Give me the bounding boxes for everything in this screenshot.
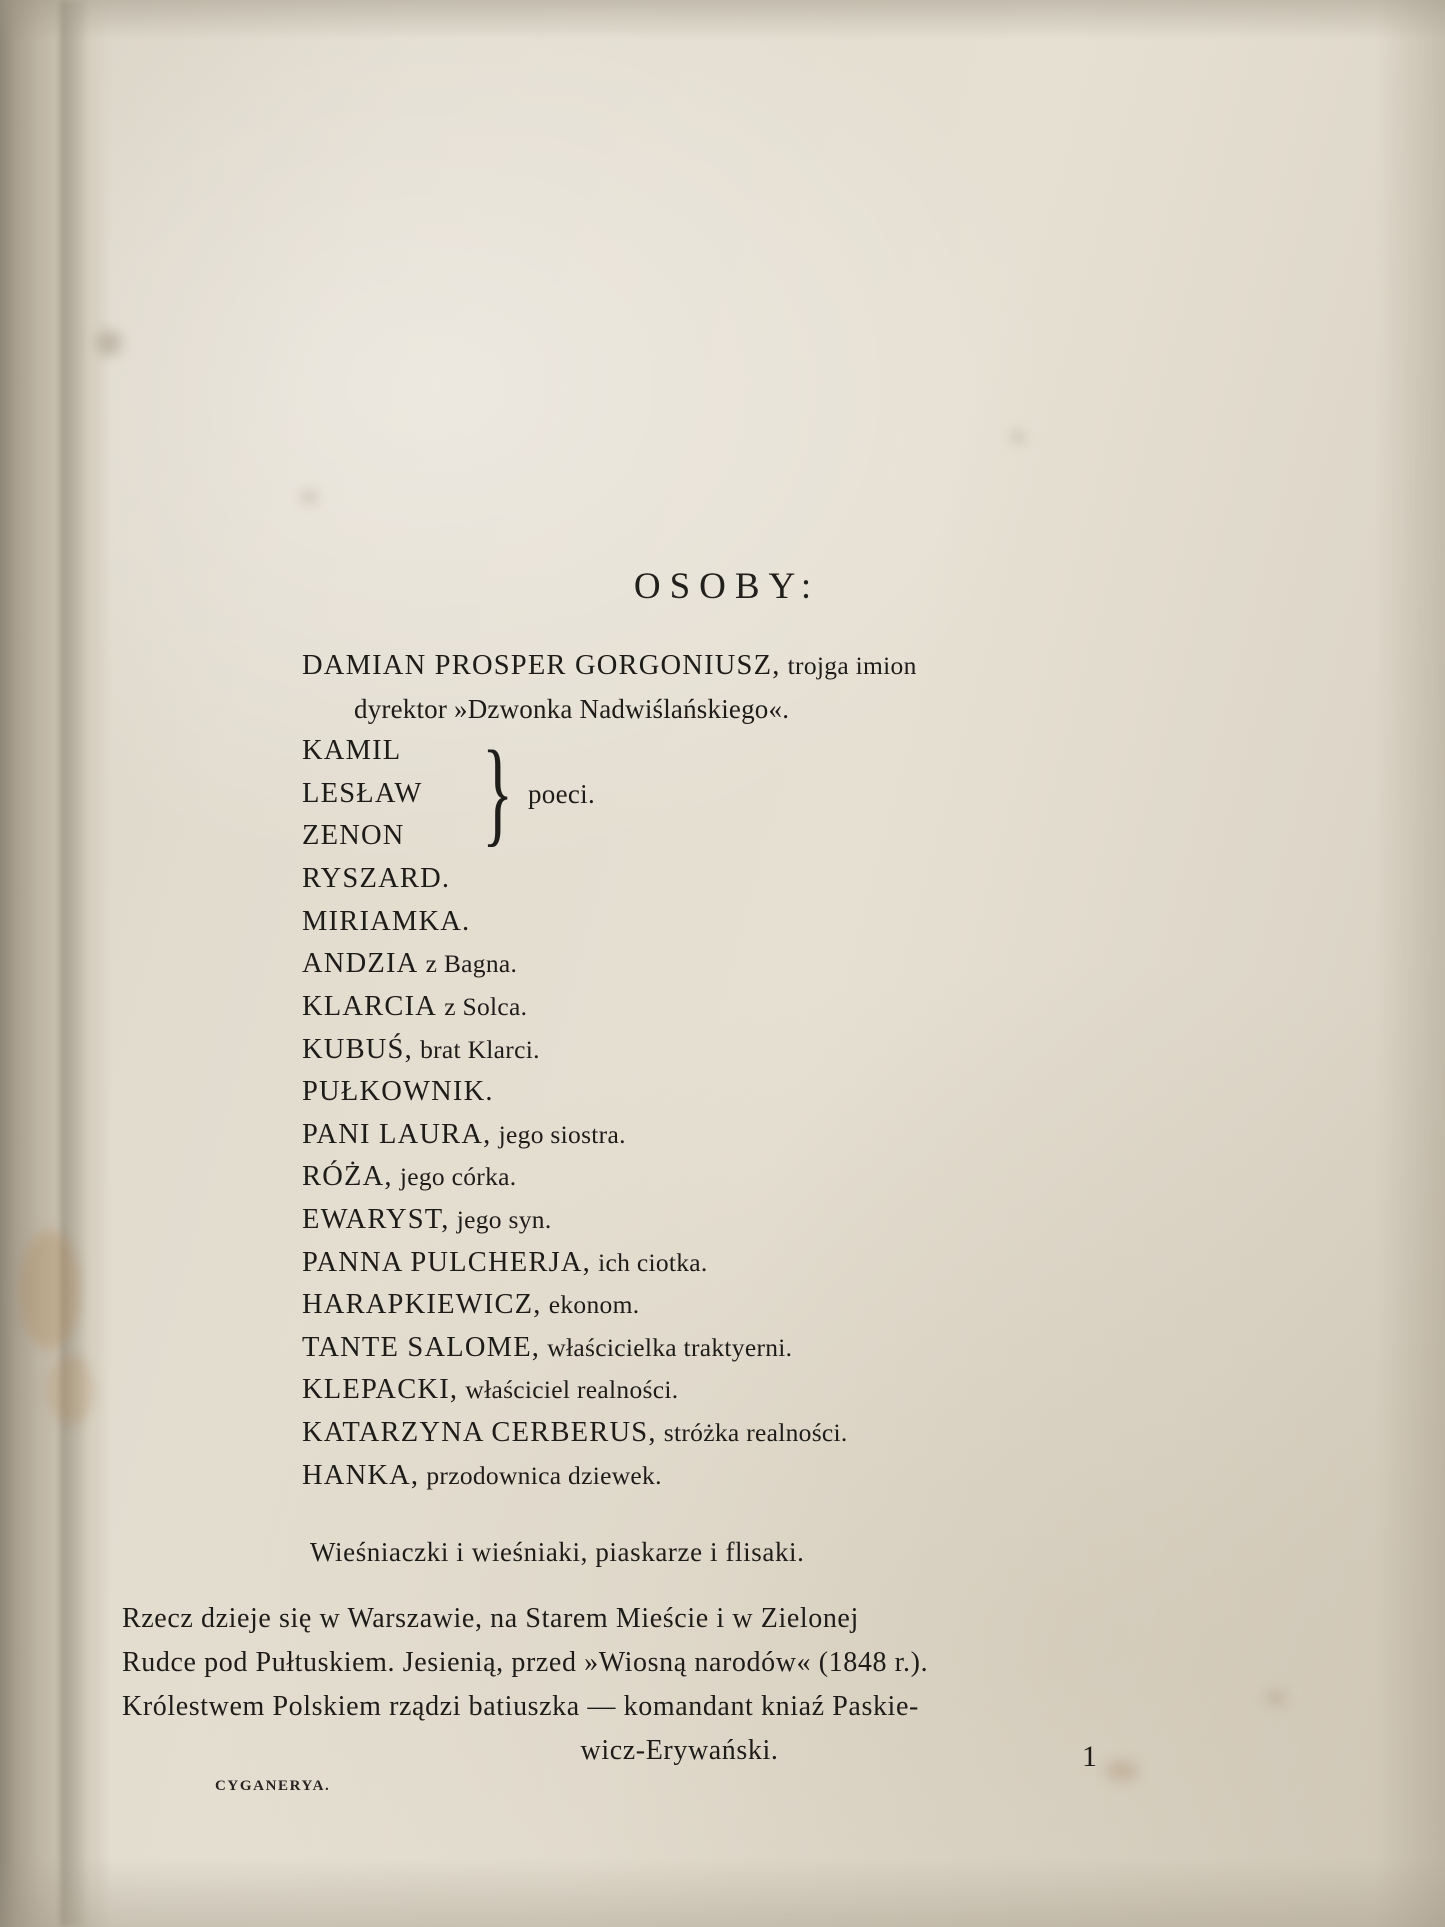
character-name: KLEPACKI,: [302, 1374, 459, 1406]
setting-line: wicz-Erywański.: [580, 1735, 779, 1766]
character-name: RYSZARD.: [302, 863, 451, 895]
character-name: PUŁKOWNIK.: [302, 1076, 494, 1108]
character-name: KAMIL: [302, 735, 402, 767]
character-description: brat Klarci.: [420, 1034, 540, 1064]
character-description: z Solca.: [444, 991, 528, 1021]
character-description: trojga imion: [787, 651, 917, 680]
list-item: [302, 1156, 1202, 1199]
list-item: [302, 815, 422, 858]
list-item: [302, 730, 422, 773]
character-description: właścicielka traktyerni.: [547, 1332, 793, 1362]
character-name: EWARYST,: [302, 1203, 450, 1235]
list-item: [302, 1455, 1202, 1498]
character-name: KATARZYNA CERBERUS,: [302, 1416, 657, 1448]
list-item: [302, 858, 1202, 901]
character-name: KLARCIA: [302, 990, 438, 1022]
character-name: HARAPKIEWICZ,: [302, 1289, 542, 1321]
character-description: z Bagna.: [425, 949, 518, 979]
setting-note: [122, 1597, 1327, 1773]
setting-line: Rzecz dzieje się w Warszawie, na Starem Mieście i w Zielonej: [122, 1603, 859, 1634]
character-description: przodownica dziewek.: [426, 1460, 662, 1490]
character-name: TANTE SALOME,: [302, 1331, 541, 1363]
character-name: DAMIAN PROSPER GORGONIUSZ,: [302, 650, 781, 681]
list-item: [302, 1327, 1202, 1370]
cast-list: [302, 645, 1202, 1574]
character-description: jego syn.: [456, 1204, 552, 1234]
list-item: [302, 1199, 1202, 1242]
list-item: [302, 1114, 1202, 1157]
list-item: [302, 986, 1202, 1029]
list-item: [302, 773, 422, 816]
setting-line: Królestwem Polskiem rządzi batiuszka — komandant kniaź Paskie-: [122, 1691, 919, 1722]
poets-name-column: [302, 730, 422, 858]
character-description: ich ciotka.: [598, 1247, 708, 1277]
poets-brace-group: [302, 726, 1202, 858]
character-name: ZENON: [302, 820, 405, 852]
list-item: [302, 1284, 1202, 1327]
list-item: [302, 1071, 1202, 1114]
character-description: jego córka.: [399, 1162, 517, 1192]
list-item: [302, 1369, 1202, 1412]
setting-line: Rudce pod Pułtuskiem. Jesienią, przed »Wiosną narodów« (1848 r.).: [122, 1647, 929, 1678]
character-name: MIRIAMKA.: [302, 905, 471, 937]
character-name: RÓŻA,: [302, 1161, 393, 1193]
character-description: stróżka realności.: [663, 1417, 848, 1447]
list-item: [302, 1029, 1202, 1072]
list-item: [302, 943, 1202, 986]
character-name: LESŁAW: [302, 777, 423, 809]
poets-group-label: poeci.: [528, 779, 596, 810]
character-description-continuation: dyrektor »Dzwonka Nadwiślańskiego«.: [354, 693, 790, 724]
list-item: [302, 1412, 1202, 1455]
page-title: OSOBY:: [633, 566, 821, 607]
character-description: właściciel realności.: [465, 1375, 679, 1405]
crowd-characters-line: Wieśniaczki i wieśniaki, piaskarze i flisaki.: [310, 1537, 805, 1568]
character-name: HANKA,: [302, 1459, 420, 1491]
list-item: [302, 901, 1202, 944]
character-description: ekonom.: [548, 1290, 640, 1320]
character-name: ANDZIA: [302, 948, 419, 980]
character-name: PANNA PULCHERJA,: [302, 1246, 591, 1278]
character-description: jego siostra.: [498, 1119, 626, 1149]
curly-brace-icon: }: [482, 726, 514, 858]
character-name: PANI LAURA,: [302, 1118, 492, 1150]
list-item: [302, 645, 1202, 688]
list-item: [302, 1242, 1202, 1285]
character-name: KUBUŚ,: [302, 1033, 413, 1065]
signature-mark: CYGANERYA.: [215, 1778, 331, 1794]
page-number: 1: [1082, 1740, 1097, 1773]
